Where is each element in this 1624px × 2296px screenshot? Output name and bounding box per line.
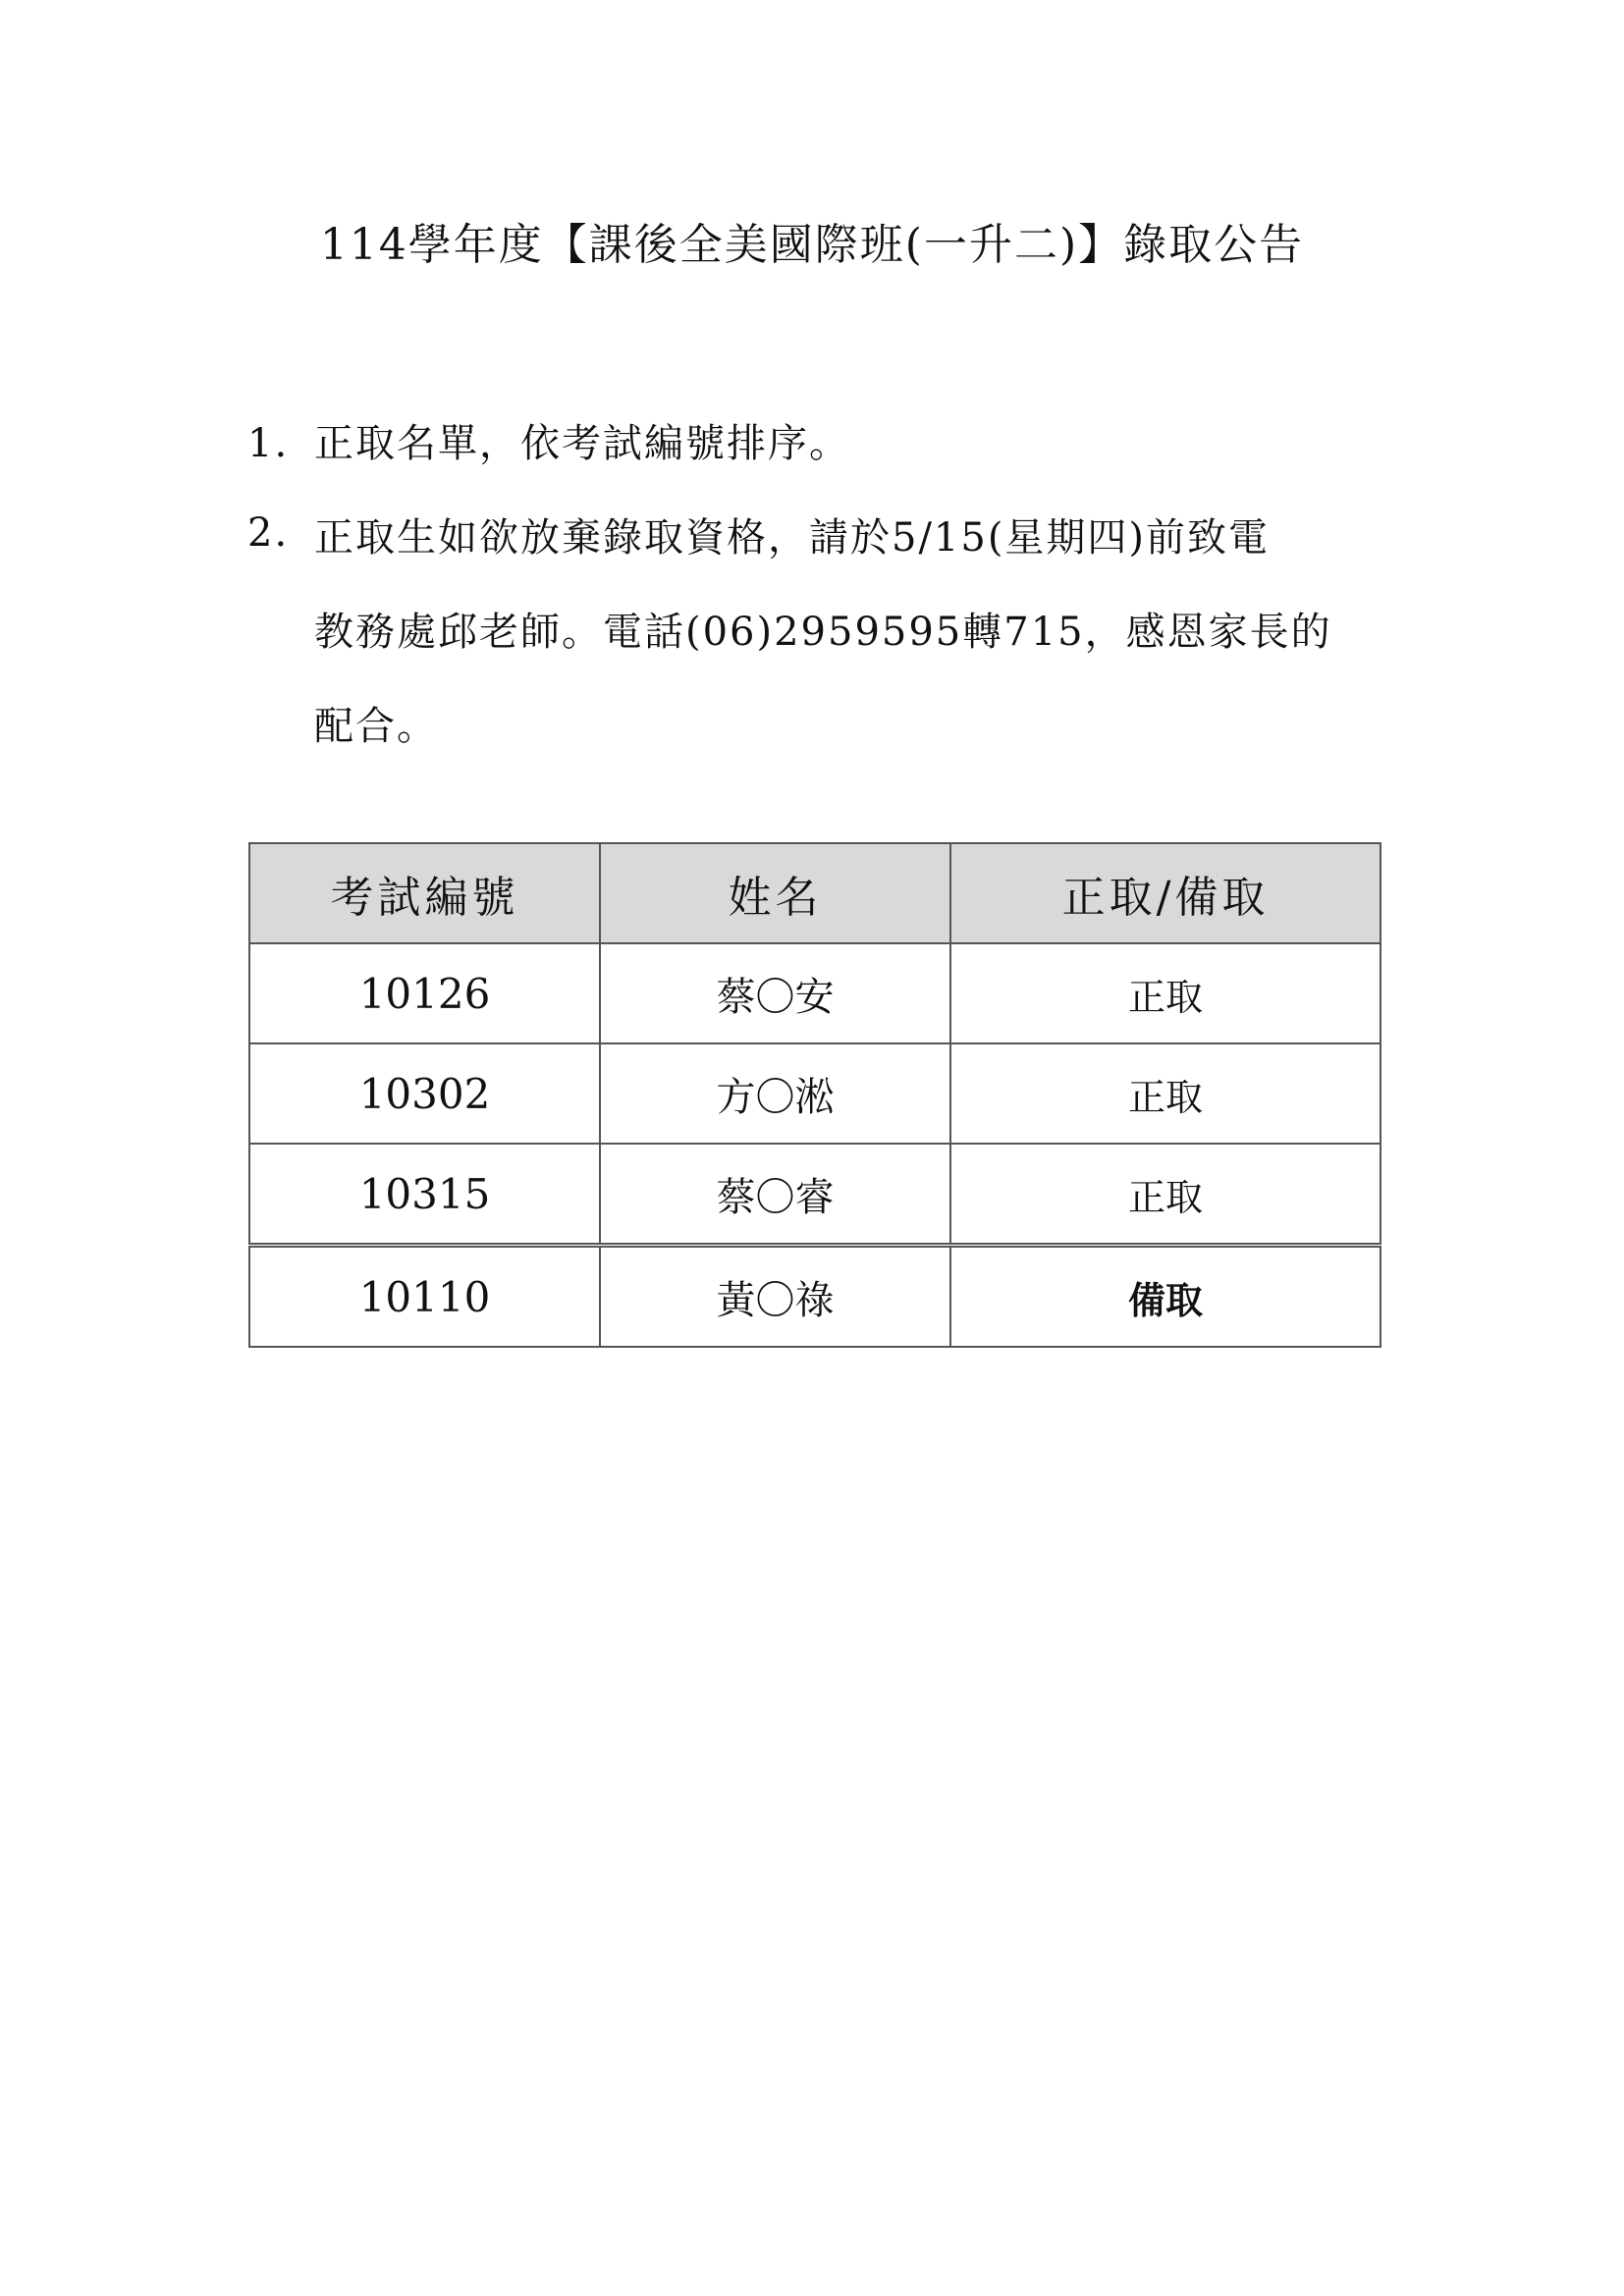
admission-table-wrapper xyxy=(248,842,1381,1348)
admission-table xyxy=(248,842,1381,1348)
cell-exam-number: 10126 xyxy=(249,943,600,1043)
table-row xyxy=(249,1144,1380,1246)
note-text-line: 教務處邱老師。電話(06)2959595轉715，感恩家長的 xyxy=(314,610,1332,655)
cell-status: 正取 xyxy=(950,943,1380,1043)
cell-exam-number: 10315 xyxy=(249,1144,600,1246)
table-header-row xyxy=(249,843,1380,943)
cell-name: 方〇淞 xyxy=(600,1043,950,1144)
cell-name: 蔡〇安 xyxy=(600,943,950,1043)
cell-status: 備取 xyxy=(950,1246,1380,1348)
header-name: 姓名 xyxy=(600,843,950,943)
header-exam-number: 考試編號 xyxy=(249,843,600,943)
cell-status: 正取 xyxy=(950,1043,1380,1144)
note-item-1 xyxy=(247,416,1406,471)
notes-list xyxy=(247,416,1406,793)
cell-name: 黃〇祿 xyxy=(600,1246,950,1348)
table-row xyxy=(249,1043,1380,1144)
note-text-line: 正取生如欲放棄錄取資格，請於5/15(星期四)前致電 xyxy=(314,515,1271,561)
table-row xyxy=(249,943,1380,1043)
note-text-line: 配合。 xyxy=(314,704,438,749)
note-number: 2. xyxy=(247,510,290,556)
cell-status: 正取 xyxy=(950,1144,1380,1246)
header-status: 正取/備取 xyxy=(950,843,1380,943)
page-title: 114學年度【課後全美國際班(一升二)】錄取公告 xyxy=(319,220,1305,270)
note-text: 正取名單，依考試編號排序。 xyxy=(314,421,850,466)
note-number: 1. xyxy=(247,421,290,466)
cell-exam-number: 10302 xyxy=(249,1043,600,1144)
table-row-waitlist xyxy=(249,1246,1380,1348)
cell-exam-number: 10110 xyxy=(249,1246,600,1348)
note-item-2 xyxy=(247,510,1406,754)
cell-name: 蔡〇睿 xyxy=(600,1144,950,1246)
